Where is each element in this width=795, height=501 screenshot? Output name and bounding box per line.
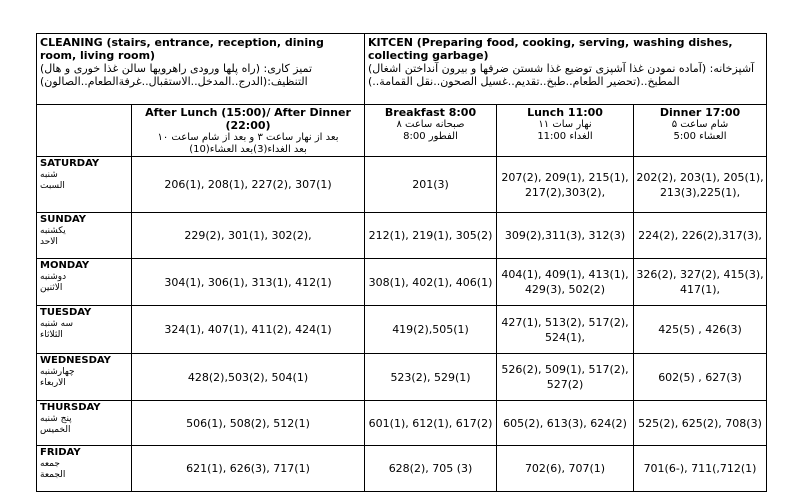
column-header-en: Breakfast 8:00: [384, 106, 477, 119]
day-name-fa: چهارشنبه: [40, 367, 75, 377]
column-header-ar: الغداء 11:00: [537, 131, 593, 142]
column-header-fa: شام ساعت ۵: [671, 119, 729, 130]
day-name-fa: شنبه: [40, 170, 58, 180]
column-header-fa: نهار سات ۱۱: [538, 119, 592, 130]
column-header-fa: بعد از نهار ساعت ۳ و بعد از شام ساعت ۱۰: [157, 132, 339, 143]
table-cell: 621(1), 626(3), 717(1): [132, 446, 365, 492]
day-cell: [37, 354, 132, 401]
day-name-ar: الاربعاء: [40, 378, 66, 388]
day-name-ar: الخميس: [40, 425, 71, 435]
table-cell: 309(2),311(3), 312(3): [497, 213, 634, 259]
table-cell: 523(2), 529(1): [365, 354, 497, 401]
column-header: [132, 105, 365, 157]
table-cell: 702(6), 707(1): [497, 446, 634, 492]
table-cell: 324(1), 407(1), 411(2), 424(1): [132, 306, 365, 354]
column-header-en: Dinner 17:00: [659, 106, 741, 119]
table-cell: 602(5) , 627(3): [634, 354, 767, 401]
table-row: [37, 306, 767, 354]
table-cell: 202(2), 203(1), 205(1), 213(3),225(1),: [634, 157, 767, 213]
table-row: [37, 354, 767, 401]
day-name-ar: الاحد: [40, 237, 58, 247]
day-name: TUESDAY: [40, 307, 92, 318]
kitchen-title-fa: آشپزخانه: (آماده نمودن غذا آشپزی توضیع غذا شستن ضرفها و بیرون آنداختن اشغال): [368, 62, 755, 75]
table-row: [37, 213, 767, 259]
day-name-fa: پنج شنبه: [40, 414, 72, 424]
day-cell: [37, 213, 132, 259]
column-header-ar: العشاء 5:00: [673, 131, 727, 142]
day-name: THURSDAY: [40, 402, 101, 413]
column-header: [497, 105, 634, 157]
column-header: [365, 105, 497, 157]
table-cell: 525(2), 625(2), 708(3): [634, 401, 767, 446]
day-name: FRIDAY: [40, 447, 81, 458]
day-cell: [37, 306, 132, 354]
corner-cell: [37, 105, 132, 157]
schedule-table: [36, 33, 767, 492]
cleaning-title-fa: تمیز کاری: (راه پلها ورودی راهرویها سالن غذا خوری و هال): [40, 62, 313, 75]
table-cell: 304(1), 306(1), 313(1), 412(1): [132, 259, 365, 306]
table-cell: 425(5) , 426(3): [634, 306, 767, 354]
table-cell: 526(2), 509(1), 517(2), 527(2): [497, 354, 634, 401]
day-cell: [37, 157, 132, 213]
table-cell: 419(2),505(1): [365, 306, 497, 354]
header-row: [37, 34, 767, 105]
day-name-ar: السبت: [40, 181, 65, 191]
table-cell: 207(2), 209(1), 215(1), 217(2),303(2),: [497, 157, 634, 213]
column-header-ar: بعد الغداء(3)بعد العشاء(10): [189, 144, 307, 155]
table-cell: 701(6-), 711(,712(1): [634, 446, 767, 492]
kitchen-title-ar: المطبخ..(تحضير الطعام..طبخ..تقديم..غسيل الصحون..نقل القمامة..): [368, 75, 680, 88]
table-cell: 605(2), 613(3), 624(2): [497, 401, 634, 446]
table-cell: 506(1), 508(2), 512(1): [132, 401, 365, 446]
day-cell: [37, 401, 132, 446]
cleaning-title: CLEANING (stairs, entrance, reception, dining room, living room): [40, 36, 324, 62]
column-header-fa: صبحانه ساعت ۸: [396, 119, 465, 130]
cleaning-header: [37, 34, 365, 105]
table-row: [37, 401, 767, 446]
cleaning-title-ar: التنظیف:(الدرج..المدخل..الاستقبال..غرفةالطعام..الصالون): [40, 75, 308, 88]
column-header-ar: الفطور 8:00: [403, 131, 458, 142]
table-cell: 308(1), 402(1), 406(1): [365, 259, 497, 306]
table-row: [37, 446, 767, 492]
table-row: [37, 259, 767, 306]
day-name-fa: سه شنبه: [40, 319, 74, 329]
day-name-fa: یکشنبه: [40, 226, 66, 236]
day-name-ar: الاثنين: [40, 283, 63, 293]
column-header-en: Lunch 11:00: [527, 106, 603, 119]
day-cell: [37, 259, 132, 306]
day-name: SATURDAY: [40, 158, 100, 169]
kitchen-header: [365, 34, 767, 105]
kitchen-title: KITCEN (Preparing food, cooking, serving, washing dishes, collecting garbage): [368, 36, 733, 62]
table-cell: 404(1), 409(1), 413(1), 429(3), 502(2): [497, 259, 634, 306]
table-cell: 224(2), 226(2),317(3),: [634, 213, 767, 259]
column-header: [634, 105, 767, 157]
day-cell: [37, 446, 132, 492]
table-cell: 628(2), 705 (3): [365, 446, 497, 492]
column-header-row: [37, 105, 767, 157]
day-name-ar: الثلاثاء: [40, 330, 63, 340]
column-header-en: After Lunch (15:00)/ After Dinner (22:00): [145, 106, 351, 132]
table-cell: 206(1), 208(1), 227(2), 307(1): [132, 157, 365, 213]
table-cell: 427(1), 513(2), 517(2), 524(1),: [497, 306, 634, 354]
day-name-fa: جمعه: [40, 459, 60, 469]
day-name: WEDNESDAY: [40, 355, 111, 366]
table-cell: 601(1), 612(1), 617(2): [365, 401, 497, 446]
table-cell: 428(2),503(2), 504(1): [132, 354, 365, 401]
table-cell: 326(2), 327(2), 415(3), 417(1),: [634, 259, 767, 306]
day-name: SUNDAY: [40, 214, 87, 225]
table-cell: 212(1), 219(1), 305(2): [365, 213, 497, 259]
table-row: [37, 157, 767, 213]
day-name-ar: الجمعة: [40, 470, 66, 480]
day-name-fa: دوشنبه: [40, 272, 67, 282]
table-cell: 201(3): [365, 157, 497, 213]
table-cell: 229(2), 301(1), 302(2),: [132, 213, 365, 259]
day-name: MONDAY: [40, 260, 90, 271]
